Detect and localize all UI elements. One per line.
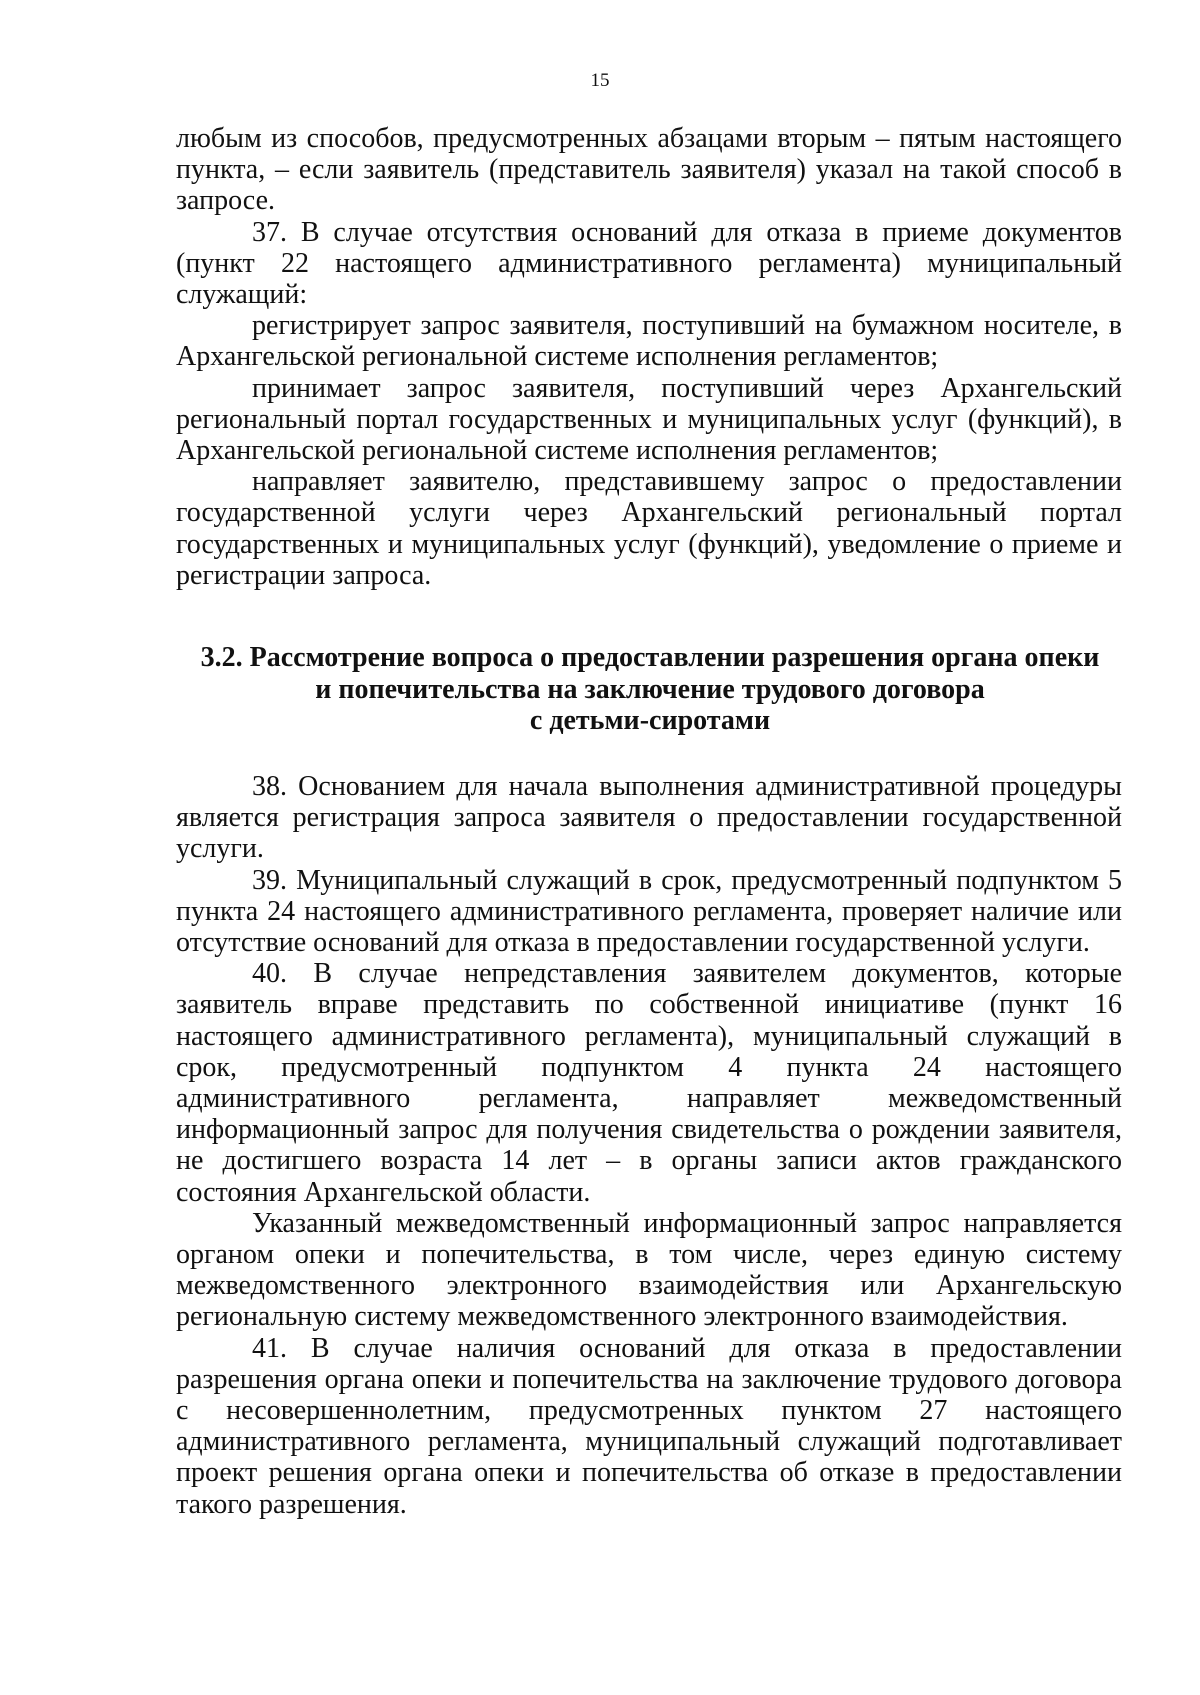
top-text-block — [176, 123, 1122, 591]
paragraph-39: 39. Муниципальный служащий в срок, предусмотренный подпунктом 5 пункта 24 настоящего административного регламента, проверяет наличие или отсутствие оснований для отказа в предоставлении государственной услуги. — [176, 864, 1122, 959]
section-heading-line: с детьми-сиротами — [529, 705, 771, 736]
paragraph-37: 37. В случае отсутствия оснований для отказа в приеме документов (пункт 22 настоящего административного регламента) муниципальный служащий: — [176, 216, 1122, 311]
paragraph-38: 38. Основанием для начала выполнения административной процедуры является регистрация запроса заявителя о предоставлении государственной услуги. — [176, 771, 1122, 865]
paragraph: любым из способов, предусмотренных абзацами вторым – пятым настоящего пункта, – если заявитель (представитель заявителя) указал на такой способ в запросе. — [176, 123, 1122, 217]
paragraph: Указанный межведомственный информационный запрос направляется органом опеки и попечительства, в том числе, через единую систему межведомственного электронного взаимодействия или Архангельскую региональную систему межведомственного электронного взаимодействия. — [176, 1207, 1122, 1333]
paragraph: принимает запрос заявителя, поступивший через Архангельский региональный портал государственных и муниципальных услуг (функций), в Архангельской региональной системе исполнения регламентов; — [176, 372, 1122, 467]
bottom-text-block — [176, 771, 1122, 1520]
paragraph: регистрирует запрос заявителя, поступивший на бумажном носителе, в Архангельской региональной системе исполнения регламентов; — [176, 310, 1122, 373]
paragraph-41: 41. В случае наличия оснований для отказа в предоставлении разрешения органа опеки и попечительства на заключение трудового договора с несовершеннолетним, предусмотренных пунктом 27 настоящего административного регламента, муниципальный служащий подготавливает проект решения органа опеки и попечительства об отказе в предоставлении такого разрешения. — [176, 1332, 1122, 1520]
section-heading — [120, 642, 1180, 737]
section-heading-line: и попечительства на заключение трудового договора — [315, 673, 985, 705]
page-number: 15 — [590, 70, 610, 91]
paragraph: направляет заявителю, представившему запрос о предоставлении государственной услуги через Архангельский региональный портал государственных и муниципальных услуг (функций), уведомление о приеме и регистрации запроса. — [176, 466, 1122, 591]
section-heading-line: 3.2. Рассмотрение вопроса о предоставлении разрешения органа опеки — [200, 642, 1100, 673]
paragraph-40: 40. В случае непредставления заявителем документов, которые заявитель вправе представить по собственной инициативе (пункт 16 настоящего административного регламента), муниципальный служащий в срок, предусмотренный подпунктом 4 пункта 24 настоящего административного регламента, направляет межведомственный информационный запрос для получения свидетельства о рождении заявителя, не достигшего возраста 14 лет – в органы записи актов гражданского состояния Архангельской области. — [176, 958, 1122, 1208]
